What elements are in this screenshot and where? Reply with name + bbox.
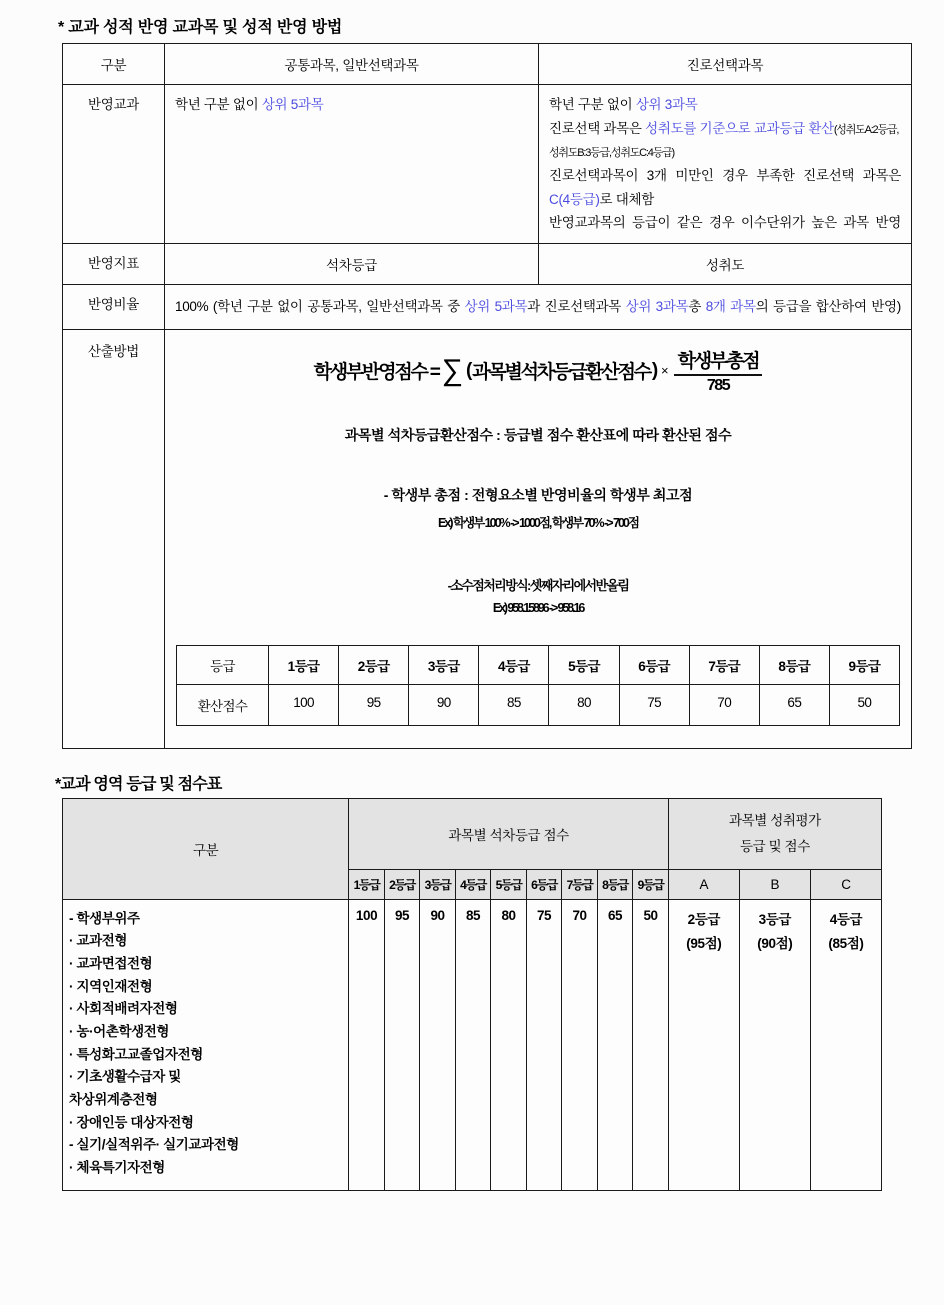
conversion-score-1: 100 <box>269 685 339 726</box>
career-line1-prefix: 학년 구분 없이 <box>549 97 636 112</box>
ratio-top5: 상위 5과목 <box>464 298 528 314</box>
conversion-grade-6: 6등급 <box>619 646 689 685</box>
s2-achievement-b-point: (90점) <box>757 935 793 951</box>
career-line2 <box>549 117 901 164</box>
subject-grade-score-table <box>62 798 882 1190</box>
ratio-p5: 총 <box>688 298 706 314</box>
s2-score-2: 95 <box>384 899 420 1190</box>
s2-grade-col-3: 3등급 <box>420 869 456 899</box>
career-line2-prefix: 진로선택 과목은 <box>549 120 646 136</box>
conversion-score-6: 75 <box>619 685 689 726</box>
formula-paren-close: ) <box>651 359 657 381</box>
header-division: 구분 <box>63 44 165 85</box>
career-line1-top3: 상위 3과목 <box>635 97 698 112</box>
conversion-header-row <box>177 646 900 685</box>
career-subject-detail <box>539 85 912 244</box>
conversion-header-label: 등급 <box>177 646 269 685</box>
s2-grade-col-4: 4등급 <box>455 869 491 899</box>
s2-header-achievement-line1: 과목별 성취평가 <box>728 813 821 829</box>
s2-achievement-a-grade: 2등급 <box>687 911 721 927</box>
ratio-p7: 의 등급을 합산하여 반영) <box>755 298 901 314</box>
conversion-score-label: 환산점수 <box>177 685 269 726</box>
admission-type-12: · 체육특기자전형 <box>69 1160 165 1176</box>
conversion-grade-7: 7등급 <box>689 646 759 685</box>
section2-title: *교과 영역 등급 및 점수표 <box>55 776 222 794</box>
formula-block <box>165 330 911 397</box>
conversion-grade-9: 9등급 <box>829 646 899 685</box>
calc-note-2: - 학생부 총점 : 전형요소별 반영비율의 학생부 최고점 <box>383 487 693 504</box>
admission-type-6: · 농·어촌학생전형 <box>69 1024 170 1040</box>
formula-fraction <box>674 346 763 395</box>
admission-type-5: · 사회적배려자전형 <box>69 1001 178 1017</box>
s2-header-division: 구분 <box>63 799 349 899</box>
grade-conversion-table <box>176 645 900 726</box>
conversion-score-9: 50 <box>829 685 899 726</box>
conversion-score-8: 65 <box>759 685 829 726</box>
conversion-grade-2: 2등급 <box>339 646 409 685</box>
s2-grade-col-1: 1등급 <box>349 869 385 899</box>
s2-admission-types <box>63 899 349 1190</box>
grade-reflection-table <box>62 43 912 749</box>
admission-type-10: · 장애인등 대상자전형 <box>69 1114 194 1130</box>
s2-grade-col-2: 2등급 <box>384 869 420 899</box>
header-career-subjects: 진로선택과목 <box>539 44 912 85</box>
s2-score-8: 65 <box>597 899 633 1190</box>
career-line3: 진로선택과목이 3개 미만인 경우 부족한 진로선택 과목은 <box>549 167 901 183</box>
ratio-p1: 100% (학년 구분 없이 공통과목, 일반선택과목 중 <box>175 298 465 314</box>
formula-inner-term: 과목별석차등급환산점수 <box>472 362 650 384</box>
career-line2-conversion: 성취도를 기준으로 교과등급 환산 <box>645 120 834 136</box>
career-line4-suffix: 로 대체함 <box>599 191 654 207</box>
conversion-score-3: 90 <box>409 685 479 726</box>
formula-paren-open: ( <box>466 359 471 381</box>
admission-type-2: · 교과전형 <box>69 933 128 949</box>
calculation-detail <box>165 330 912 749</box>
conversion-score-2: 95 <box>339 685 409 726</box>
s2-achievement-a-value <box>668 899 739 1190</box>
s2-header-achievement-group <box>668 799 881 869</box>
row-label-calculation: 산출방법 <box>63 330 165 749</box>
fraction-denominator: 785 <box>674 374 763 395</box>
admission-type-1: - 학생부위주 <box>69 910 140 926</box>
s2-grade-col-6: 6등급 <box>526 869 562 899</box>
admission-type-4: · 지역인재전형 <box>69 978 153 994</box>
indicator-career-value: 성취도 <box>539 243 912 284</box>
s2-grade-col-5: 5등급 <box>491 869 527 899</box>
ratio-top3: 상위 3과목 <box>625 298 689 314</box>
fraction-numerator: 학생부총점 <box>677 351 759 373</box>
row-calculation <box>63 330 912 749</box>
career-line1 <box>549 93 901 117</box>
common-subject-detail <box>165 85 539 244</box>
s2-achievement-a-point: (95점) <box>686 935 722 951</box>
admission-type-9: 차상위계층전형 <box>69 1092 158 1108</box>
multiply-icon: × <box>661 363 669 379</box>
indicator-common-value: 석차등급 <box>165 243 539 284</box>
admission-type-7: · 특성화고교졸업자전형 <box>69 1046 203 1062</box>
career-line4-grade-c: C(4등급) <box>549 191 600 207</box>
calc-note-2-example: Ex) 학생부 100% -> 1000점, 학생부 70% -> 700점 <box>438 516 638 531</box>
s2-score-7: 70 <box>562 899 598 1190</box>
conversion-score-row <box>177 685 900 726</box>
formula-lhs: 학생부반영점수 = <box>313 362 439 384</box>
conversion-grade-3: 3등급 <box>409 646 479 685</box>
conversion-score-7: 70 <box>689 685 759 726</box>
common-subject-top5: 상위 5과목 <box>261 97 324 112</box>
s2-score-4: 85 <box>455 899 491 1190</box>
conversion-score-5: 80 <box>549 685 619 726</box>
s2-score-3: 90 <box>420 899 456 1190</box>
common-subject-prefix: 학년 구분 없이 <box>175 97 262 112</box>
s2-achievement-c-value <box>810 899 881 1190</box>
admission-type-8: · 기초생활수급자 및 <box>69 1069 181 1085</box>
s2-header-achievement-line2: 등급 및 점수 <box>739 839 810 855</box>
s2-achievement-b-value <box>739 899 810 1190</box>
table-header-row <box>63 44 912 85</box>
career-line4 <box>549 188 901 212</box>
conversion-grade-8: 8등급 <box>759 646 829 685</box>
calc-note-1: 과목별 석차등급환산점수 : 등급별 점수 환산표에 따라 환산된 점수 <box>344 427 732 444</box>
s2-achievement-c-grade: 4등급 <box>829 911 863 927</box>
header-common-subjects: 공통과목, 일반선택과목 <box>165 44 539 85</box>
conversion-grade-5: 5등급 <box>549 646 619 685</box>
conversion-score-4: 85 <box>479 685 549 726</box>
summation-icon: ∑ <box>441 353 464 387</box>
row-label-reflected-subject: 반영교과 <box>63 85 165 244</box>
s2-grade-col-8: 8등급 <box>597 869 633 899</box>
row-ratio <box>63 284 912 330</box>
s2-score-1: 100 <box>349 899 385 1190</box>
s2-data-row <box>63 899 882 1190</box>
s2-score-6: 75 <box>526 899 562 1190</box>
career-line2-detail: (성취도A:2등급,성취도B:3등급,성취도C:4등급) <box>549 123 899 160</box>
s2-achievement-col-c: C <box>810 869 881 899</box>
s2-header-rank-group: 과목별 석차등급 점수 <box>349 799 669 869</box>
row-reflected-subject <box>63 85 912 244</box>
career-line5: 반영교과목의 등급이 같은 경우 이수단위가 높은 과목 반영 <box>549 215 901 231</box>
ratio-p3: 과 진로선택과목 <box>527 298 626 314</box>
s2-score-5: 80 <box>491 899 527 1190</box>
row-indicator <box>63 243 912 284</box>
s2-achievement-col-b: B <box>739 869 810 899</box>
s2-score-9: 50 <box>633 899 669 1190</box>
ratio-total8: 8개 과목 <box>705 298 756 314</box>
row-label-indicator: 반영지표 <box>63 243 165 284</box>
s2-achievement-col-a: A <box>668 869 739 899</box>
calc-note-3-example: Ex) 958.15896 -> 958.16 <box>492 601 584 616</box>
s2-achievement-b-grade: 3등급 <box>758 911 792 927</box>
admission-type-11: - 실기/실적위주· 실기교과전형 <box>69 1137 239 1153</box>
row-label-ratio: 반영비율 <box>63 284 165 330</box>
section1-title: * 교과 성적 반영 교과목 및 성적 반영 방법 <box>58 19 343 36</box>
s2-grade-col-9: 9등급 <box>633 869 669 899</box>
score-formula <box>314 340 763 397</box>
ratio-detail <box>165 284 912 330</box>
s2-header-row-1 <box>63 799 882 869</box>
s2-achievement-c-point: (85점) <box>828 935 864 951</box>
calc-note-3: -소수점처리방식:셋째자리에서반올림 <box>447 578 629 594</box>
admission-type-3: · 교과면접전형 <box>69 956 153 972</box>
conversion-grade-4: 4등급 <box>479 646 549 685</box>
s2-grade-col-7: 7등급 <box>562 869 598 899</box>
conversion-grade-1: 1등급 <box>269 646 339 685</box>
